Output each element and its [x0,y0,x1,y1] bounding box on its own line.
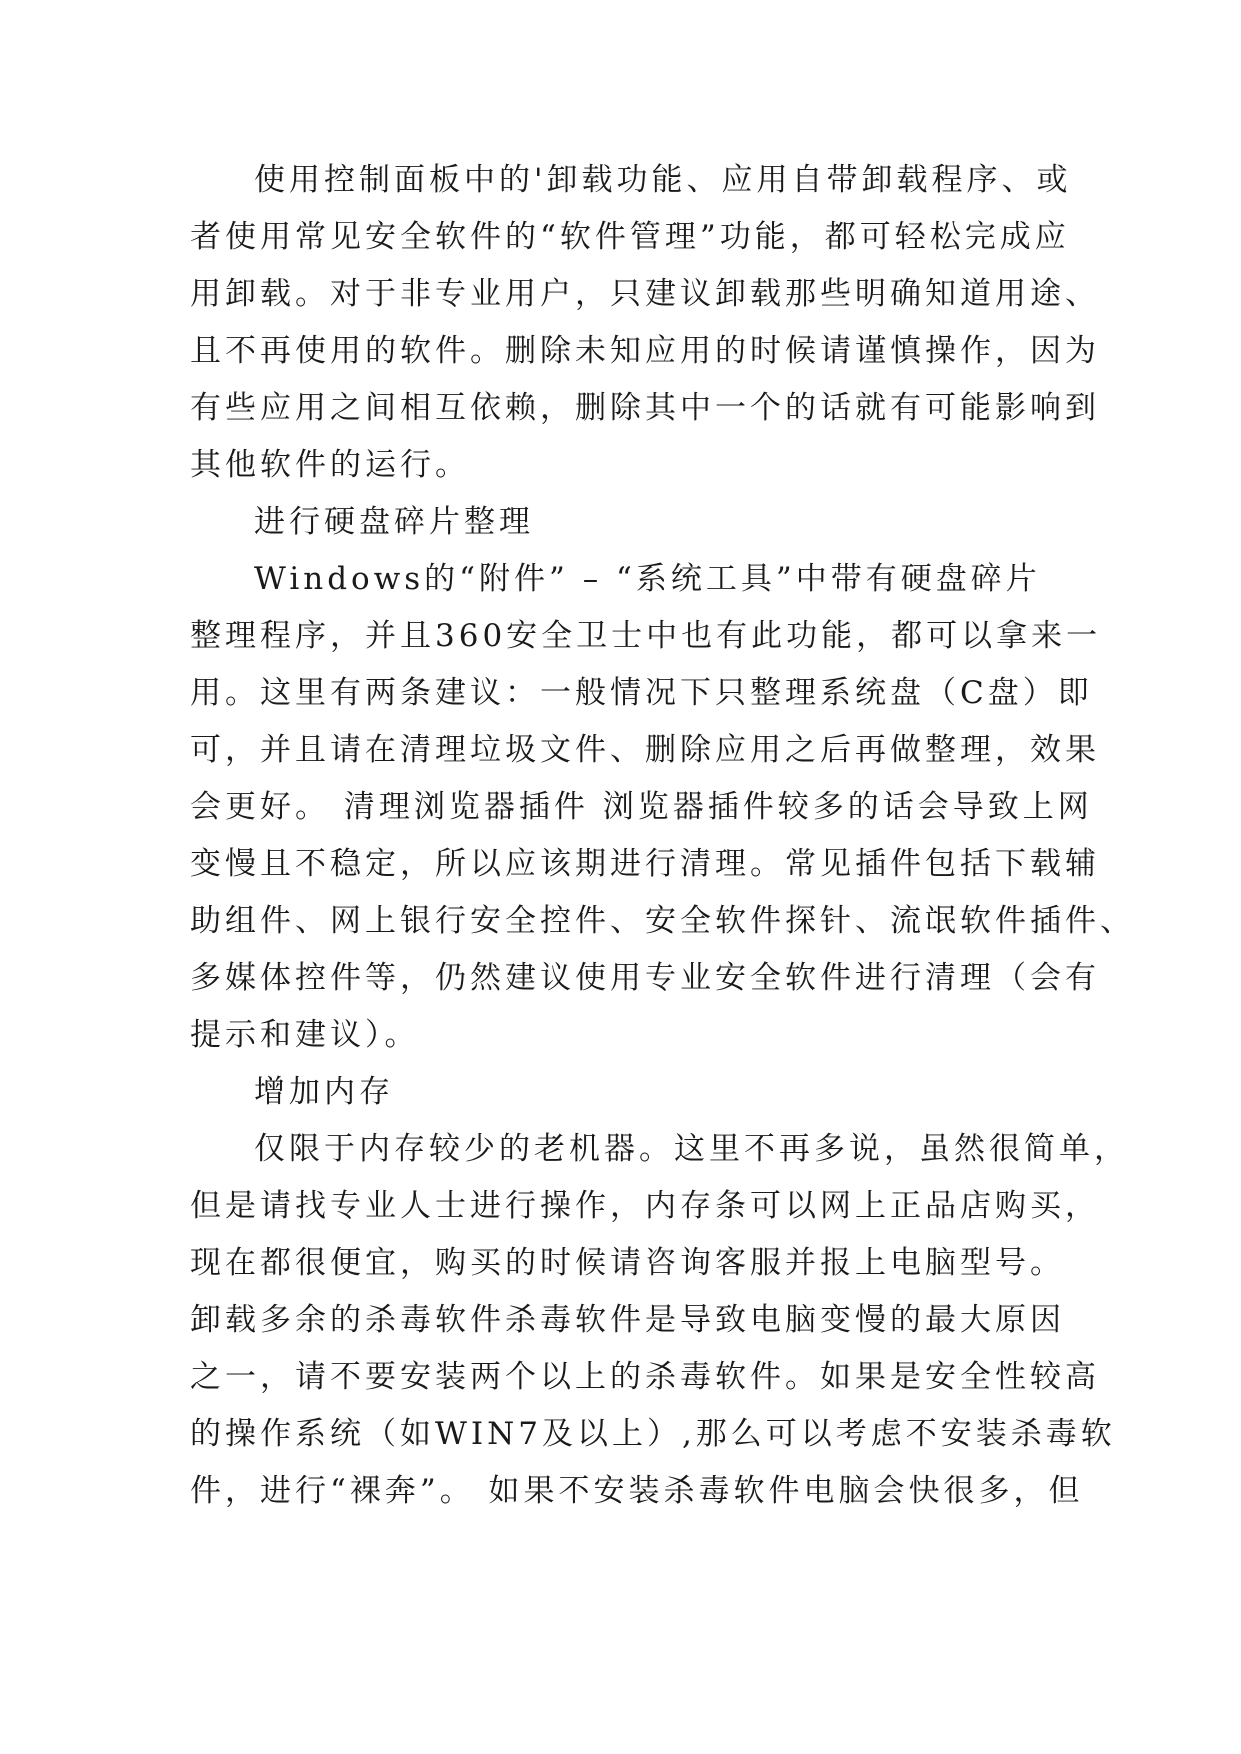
paragraph-line: 变慢且不稳定，所以应该期进行清理。常见插件包括下载辅 [190,846,1100,882]
paragraph-line: 助组件、网上银行安全控件、安全软件探针、流氓软件插件、 [190,903,1135,939]
paragraph-line: 件，进行“裸奔”。 如果不安装杀毒软件电脑会快很多，但 [190,1473,1084,1509]
paragraph-line: 之一，请不要安装两个以上的杀毒软件。如果是安全性较高 [190,1359,1100,1395]
paragraph-line: 使用控制面板中的'卸载功能、应用自带卸载程序、或 [254,162,1072,198]
paragraph-line: 现在都很便宜，购买的时候请咨询客服并报上电脑型号。 [190,1245,1065,1281]
paragraph-line: Windows的“附件” – “系统工具”中带有硬盘碎片 [254,561,1041,597]
paragraph-line: 可，并且请在清理垃圾文件、删除应用之后再做整理，效果 [190,732,1100,768]
paragraph-line: 且不再使用的软件。删除未知应用的时候请谨慎操作，因为 [190,333,1100,369]
paragraph-line: 提示和建议）。 [190,1017,420,1053]
paragraph-line: 用。这里有两条建议：一般情况下只整理系统盘（C盘）即 [190,675,1093,711]
section-heading: 增加内存 [254,1074,394,1110]
paragraph-line: 有些应用之间相互依赖，删除其中一个的话就有可能影响到 [190,390,1100,426]
paragraph-line: 其他软件的运行。 [190,447,470,483]
paragraph-line: 但是请找专业人士进行操作，内存条可以网上正品店购买， [190,1188,1100,1224]
paragraph-line: 者使用常见安全软件的“软件管理”功能，都可轻松完成应 [190,219,1070,255]
paragraph-line: 会更好。 清理浏览器插件 浏览器插件较多的话会导致上网 [190,789,1093,825]
section-heading: 进行硬盘碎片整理 [254,504,534,540]
paragraph-line: 卸载多余的杀毒软件杀毒软件是导致电脑变慢的最大原因 [190,1302,1065,1338]
paragraph-line: 用卸载。对于非专业用户，只建议卸载那些明确知道用途、 [190,276,1100,312]
paragraph-line: 的操作系统（如WIN7及以上）,那么可以考虑不安装杀毒软 [190,1416,1116,1452]
paragraph-line: 仅限于内存较少的老机器。这里不再多说，虽然很简单， [254,1131,1129,1167]
paragraph-line: 整理程序，并且360安全卫士中也有此功能，都可以拿来一 [190,618,1102,654]
paragraph-line: 多媒体控件等，仍然建议使用专业安全软件进行清理（会有 [190,960,1100,996]
